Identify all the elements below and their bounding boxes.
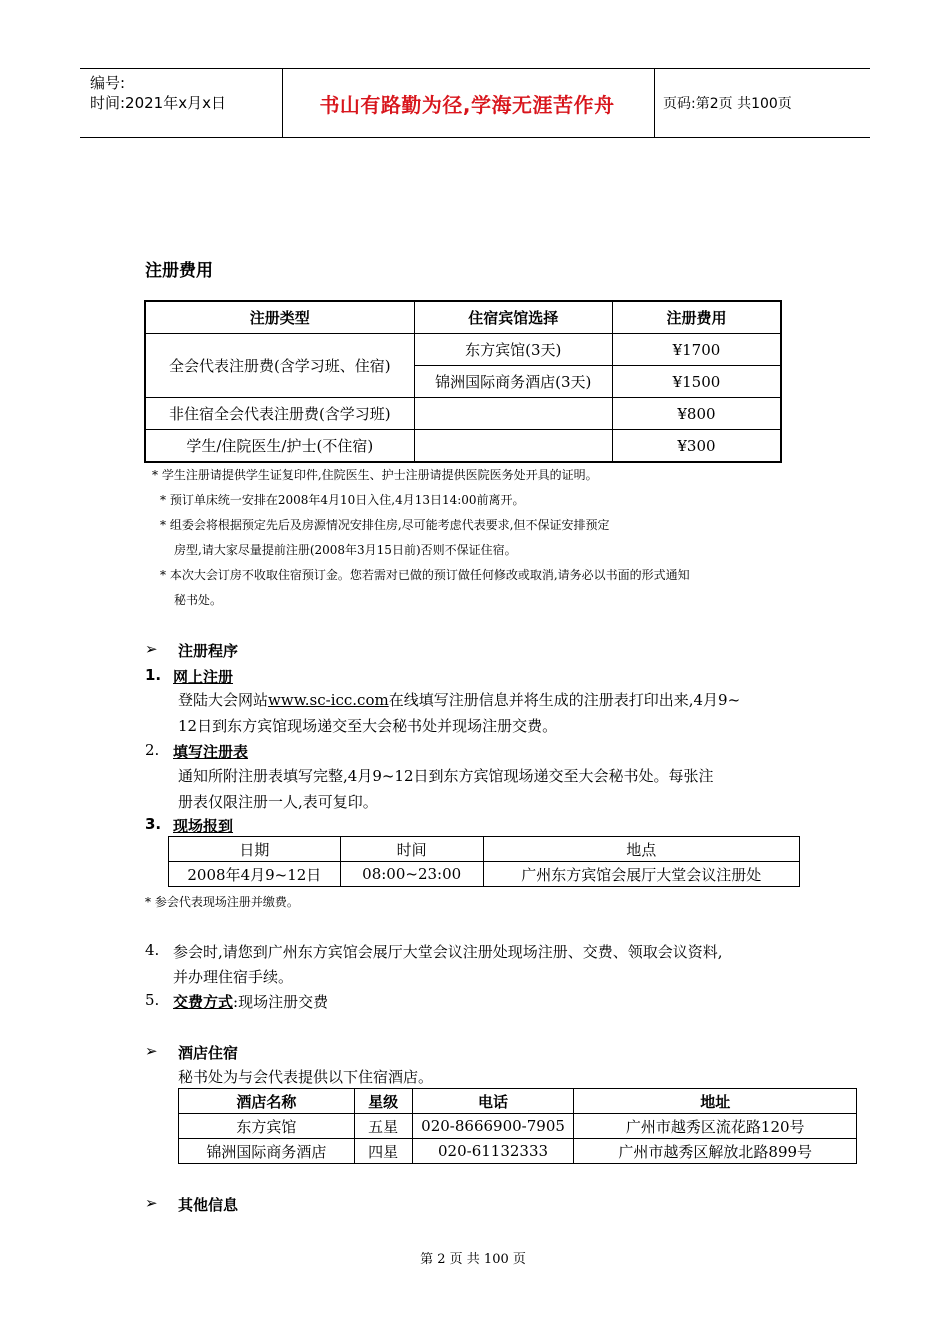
hotel-phone: 020-61132333 [412,1139,574,1164]
step-text: 并办理住宿手续。 [173,968,294,986]
hotel-address: 广州市越秀区流花路120号 [574,1114,857,1139]
hotel-intro: 秘书处为与会代表提供以下住宿酒店。 [178,1068,434,1086]
header-time: 时间:2021年x月x日 [90,94,226,112]
col-header: 时间 [340,837,483,862]
fee-type: 全会代表注册费(含学习班、住宿) [145,334,414,398]
checkin-note: * 参会代表现场注册并缴费。 [145,895,299,909]
table-row [145,334,781,366]
step-title: 现场报到 [173,817,234,835]
hotel-name: 东方宾馆 [179,1114,355,1139]
fee-type: 学生/住院医生/护士(不住宿) [145,430,414,463]
fee-note: * 学生注册请提供学生证复印件,住院医生、护士注册请提供医院医务处开具的证明。 [152,468,598,482]
arrow-bullet-icon: ➢ [145,1194,158,1212]
step-number: 5. [145,991,160,1009]
col-header: 地点 [483,837,799,862]
col-header: 地址 [574,1089,857,1114]
fee-amount: ¥1500 [612,366,781,398]
col-header: 星级 [354,1089,412,1114]
hotel-stars: 四星 [354,1139,412,1164]
step-number: 1. [145,666,162,684]
arrow-bullet-icon: ➢ [145,1042,158,1060]
hotel-choice [414,430,612,463]
col-header: 电话 [412,1089,574,1114]
procedure-heading: 注册程序 [178,642,239,660]
step-number: 2. [145,741,160,759]
fee-note: * 预订单床统一安排在2008年4月10日入住,4月13日14:00前离开。 [160,493,525,507]
hotel-heading: 酒店住宿 [178,1044,239,1062]
col-header: 日期 [169,837,341,862]
step-number: 4. [145,941,160,959]
fee-amount: ¥300 [612,430,781,463]
col-header: 酒店名称 [179,1089,355,1114]
hotel-choice: 锦洲国际商务酒店(3天) [414,366,612,398]
step-text: 册表仅限注册一人,表可复印。 [178,793,378,811]
fee-note: 房型,请大家尽量提前注册(2008年3月15日前)否则不保证住宿。 [174,543,517,557]
hotel-choice [414,398,612,430]
table-row [145,430,781,463]
table-header-row [145,301,781,334]
other-heading: 其他信息 [178,1196,239,1214]
hotel-choice: 东方宾馆(3天) [414,334,612,366]
step-title: 交费方式 [173,993,234,1011]
payment-method [173,991,328,1012]
table-row [169,862,800,887]
arrow-bullet-icon: ➢ [145,640,158,658]
table-row [179,1114,857,1139]
step-title: 填写注册表 [173,743,249,761]
fee-note: * 本次大会订房不收取住宿预订金。您若需对已做的预订做任何修改或取消,请务必以书面的形式通知 [160,568,690,582]
step-title: 网上注册 [173,668,234,686]
fee-type: 非住宿全会代表注册费(含学习班) [145,398,414,430]
header-number: 编号: [90,74,126,92]
fee-amount: ¥800 [612,398,781,430]
hotel-address: 广州市越秀区解放北路899号 [574,1139,857,1164]
fee-note: 秘书处。 [174,593,223,607]
header-page-info: 页码:第2页 共100页 [663,96,792,112]
checkin-date: 2008年4月9~12日 [169,862,341,887]
step-text: 通知所附注册表填写完整,4月9~12日到东方宾馆现场递交至大会秘书处。每张注 [178,767,714,785]
hotel-name: 锦洲国际商务酒店 [179,1139,355,1164]
hotel-stars: 五星 [354,1114,412,1139]
step-text [178,689,740,710]
fees-table [144,300,782,463]
checkin-time: 08:00~23:00 [340,862,483,887]
table-row [179,1139,857,1164]
step-text: 参会时,请您到广州东方宾馆会展厅大堂会议注册处现场注册、交费、领取会议资料, [173,943,723,961]
fees-title: 注册费用 [145,261,213,281]
header-motto: 书山有路勤为径,学海无涯苦作舟 [319,93,615,117]
page-header [80,68,870,138]
table-row [145,398,781,430]
table-header-row [179,1089,857,1114]
step-text: :现场注册交费 [233,993,329,1011]
website-link[interactable]: www.sc-icc.com [268,691,389,709]
fee-amount: ¥1700 [612,334,781,366]
page-footer: 第 2 页 共 100 页 [420,1252,526,1267]
hotel-phone: 020-8666900-7905 [412,1114,574,1139]
col-header: 注册费用 [612,301,781,334]
step-text-post: 在线填写注册信息并将生成的注册表打印出来,4月9~ [388,691,741,709]
col-header: 住宿宾馆选择 [414,301,612,334]
col-header: 注册类型 [145,301,414,334]
fee-note: * 组委会将根据预定先后及房源情况安排住房,尽可能考虑代表要求,但不保证安排预定 [160,518,610,532]
step-text-pre: 登陆大会网站 [178,691,269,709]
checkin-place: 广州东方宾馆会展厅大堂会议注册处 [483,862,799,887]
step-text: 12日到东方宾馆现场递交至大会秘书处并现场注册交费。 [178,717,558,735]
step-number: 3. [145,815,162,833]
table-header-row [169,837,800,862]
hotel-table [178,1088,857,1164]
header-divider [654,69,655,137]
checkin-table [168,836,800,887]
header-meta [90,73,226,113]
